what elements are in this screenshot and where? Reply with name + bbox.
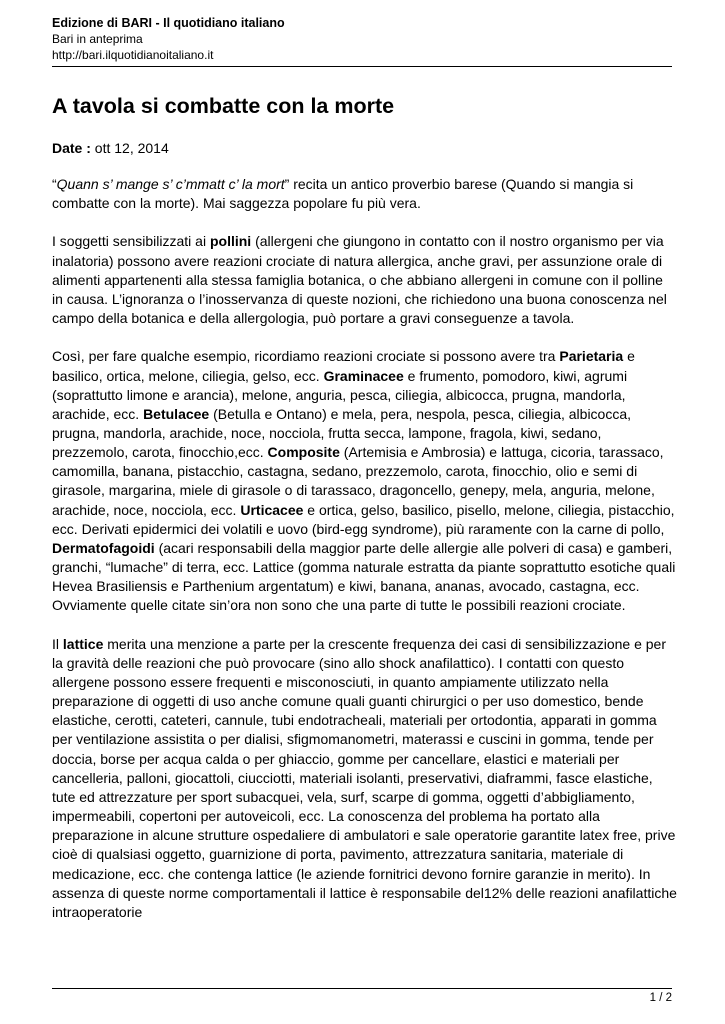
bold-term: lattice [62,635,104,652]
text: merita una menzione a parte per la crescente frequenza dei casi di sensibilizzazione e per la gravità delle reazioni che può provocare (sino allo shock anafilattico). I contatti con questo allergene possono essere frequenti e misconosciuti, in quanto ampiamente utilizzato nella preparazione di oggetti di uso anche comune quali guanti chirurgici o per uso domestico, bende elastiche, cerotti, cateteri, cannule, tubi endotracheali, materiali per ortodontia, apparati in gomma per ventilazione assistita o per dialisi, sfigmomanometri, materassi e cuscini in gomma, tende per doccia, borse per acqua calda o per ghiaccio, gomme per cancellare, elastici e materiali per cancelleria, palloni, giocattoli, ciucciotti, materiali isolanti, preservativi, diaframmi, fasce elastiche, tute ed attrezzature per sport subacquei, vela, surf, scarpe di gomma, oggetti d’abbigliamento, impermeabili, copertoni per autoveicoli, ecc. La conoscenza del problema ha portato alla preparazione in alcune strutture ospedaliere di ambulatori e sale operatorie garantite latex free, prive cioè di qualsiasi oggetto, guarnizione di porta, pavimento, attrezzatura sanitaria, materiale di medicazione, ecc. che contenga lattice (le aziende fornitrici devono fornire garanzie in merito). In assenza di queste norme comportamentali il lattice è responsabile del12% delle reazioni anafilattiche intraoperatorie [52,635,677,920]
text: e ortica, gelso, basilico, pisello, melone, ciliegia, pistacchio, ecc. Derivati epidermici dei volatili e uovo (bird-egg syndrome), più raramente con la carne di pollo, [52,501,675,537]
page-header [52,15,672,63]
bold-term: Graminacee [323,367,404,384]
article-date [52,138,169,158]
bold-term: Urticacee [240,501,304,518]
article-title: A tavola si combatte con la morte [52,94,395,118]
text: (acari responsabili della maggior parte delle allergie alle polveri di casa) e gamberi, granchi, “lumache” di terra, ecc. Lattice (gomma naturale estratta da piante soprattutto esotiche quali Hevea Brasiliensis e Parthenium argentatum) e kiwi, banana, ananas, avocado, castagna, ecc. Ovviamente quelle citate sin’ora non sono che una parte di tutte le possibili reazioni crociate. [52,539,676,614]
text: (Betulla e Ontano) e mela, pera, nespola, pesca, ciliegia, albicocca, prugna, mandorla, arachide, noce, nocciola, frutta secca, lampone, fragola, kiwi, sedano, prezzemolo, carota, finocchio,ecc. [52,405,632,461]
site-name: Edizione di BARI - Il quotidiano italiano [52,16,285,30]
header-divider [52,66,672,67]
bold-term: Composite [267,444,340,461]
page-number: 1 / 2 [649,992,672,1004]
paragraph-cross-reactions [52,347,677,615]
text: Il [52,635,63,652]
site-subtitle: Bari in anteprima [52,32,143,46]
date-label: Date : [52,140,91,156]
text: (Artemisia e Ambrosia) e lattuga, cicoria, tarassaco, camomilla, banana, pistacchio, castagna, sedano, prezzemolo, carota, finocchio, olio e semi di girasole, margarina, miele di girasole o di tarassaco, dragoncello, genepy, mela, anguria, melone, arachide, noce, nocciola, ecc. [52,444,664,518]
text: I soggetti sensibilizzati ai [52,233,210,250]
text: Così, per fare qualche esempio, ricordiamo reazioni crociate si possono avere tra [52,348,560,365]
article-body [52,175,677,922]
proverb-text: Quann s’ mange s’ c’mmatt c’ la mort [56,176,285,192]
bold-term: Dermatofagoidi [52,539,155,556]
paragraph-pollini [52,232,677,328]
text: (allergeni che giungono in contatto con il nostro organismo per via inalatoria) possono avere reazioni crociate di natura allergica, anche gravi, per assunzione orale di alimenti appartenenti alla stessa famiglia botanica, o che abbiano allergeni in comune con il polline in causa. L’ignoranza o l’inosservanza di queste nozioni, che richiedono una buona conoscenza nel campo della botanica e della allergologia, può portare a gravi conseguenze a tavola. [52,233,667,327]
bold-term: Betulacee [143,405,210,422]
text: e frumento, pomodoro, kiwi, agrumi (soprattutto limone e arancia), melone, anguria, pesca, ciliegia, albicocca, prugna, mandorla, arachide, ecc. [52,367,628,422]
date-value: ott 12, 2014 [94,140,169,156]
footer-divider [52,988,672,989]
paragraph-lattice [52,635,677,922]
open-quote: “ [52,176,57,192]
site-url[interactable]: http://bari.ilquotidianoitaliano.it [52,48,214,62]
bold-term: pollini [209,233,252,250]
proverb-rest: ” recita un antico proverbio barese (Quando si mangia si combatte con la morte). Mai saggezza popolare fu più vera. [52,176,634,212]
bold-term: Parietaria [559,348,624,365]
text: e basilico, ortica, melone, ciliegia, gelso, ecc. [52,348,635,384]
paragraph-proverb [52,175,677,213]
